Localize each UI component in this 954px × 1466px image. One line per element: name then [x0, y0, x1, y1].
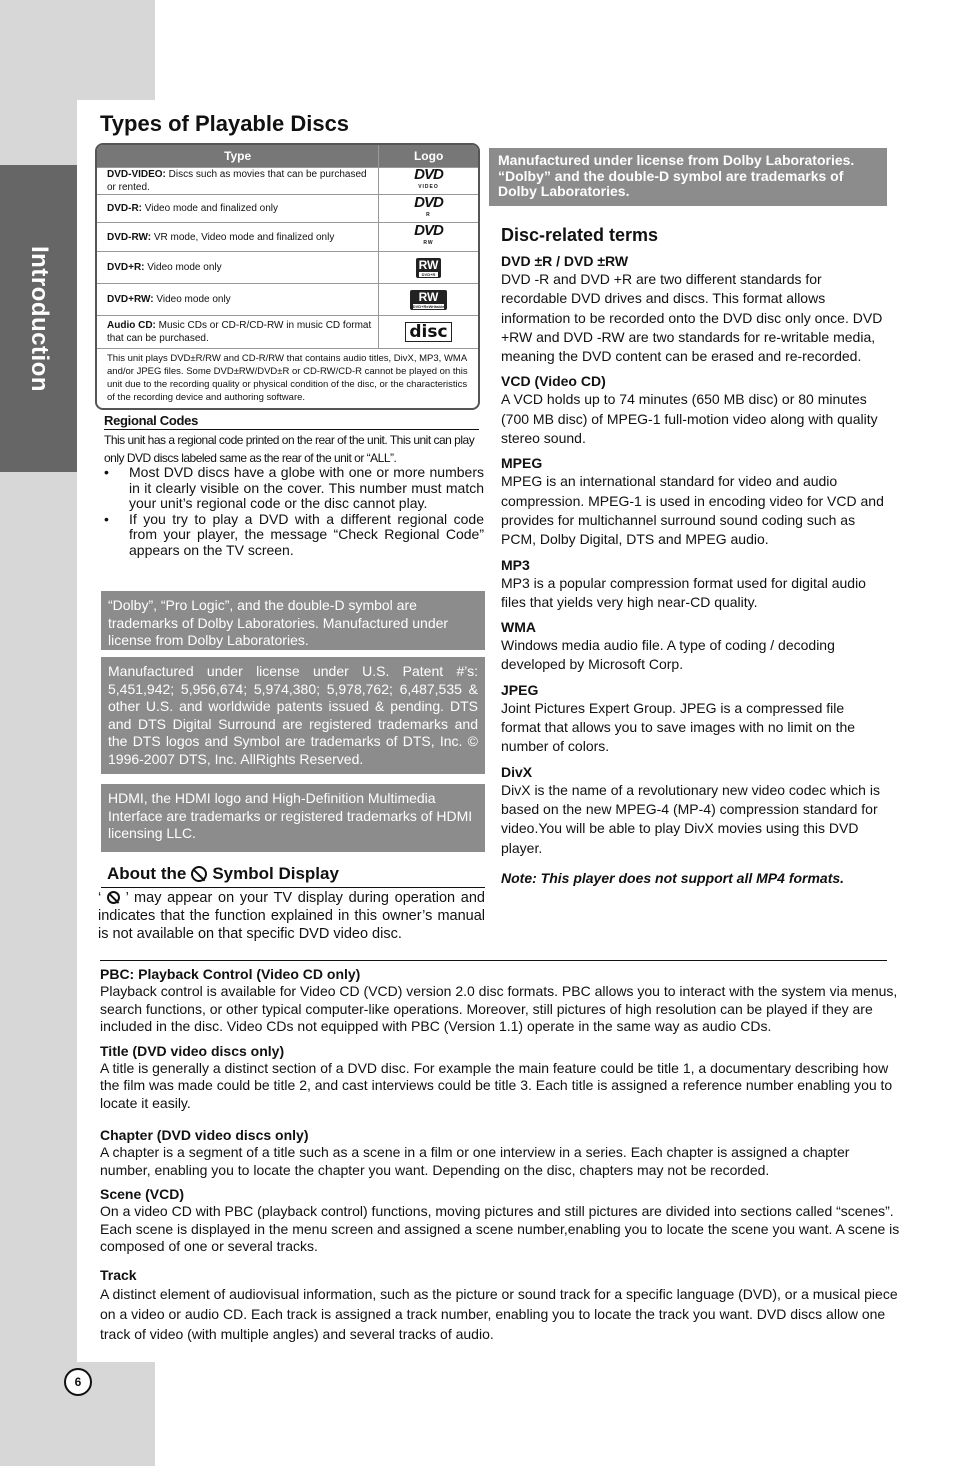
term-title: DVD ±R / DVD ±RW	[501, 253, 629, 269]
table-row	[97, 194, 478, 222]
divider	[100, 960, 887, 961]
row-text: VR mode, Video mode and finalized only	[151, 231, 335, 243]
term-title: JPEG	[501, 681, 539, 698]
dvd-rw-logo: DVD RW	[414, 222, 443, 246]
dvd-plus-r-logo: RW DVD+R	[416, 258, 442, 278]
term-text: A chapter is a segment of a title such as a scene in a film or one interview in a series. Each chapter is assigned a chapter number, enabling you to locate the chapter you want. Depending on the disc, chapters may not be recorded.	[100, 1144, 850, 1178]
term-text: Joint Pictures Expert Group. JPEG is a compressed file format that allows you to save images with no limit on the number of colors.	[501, 699, 856, 755]
compact-disc-logo: disc	[405, 322, 451, 342]
term-text: DivX is the name of a revolutionary new video codec which is based on the new MPEG-4 (MP-4) compression standard for video.You will be able to play DivX movies using this DVD player.	[501, 781, 880, 856]
divider	[101, 887, 485, 888]
table-row	[97, 283, 478, 315]
section-heading: Disc-related terms	[501, 225, 659, 245]
term-text: A VCD holds up to 74 minutes (650 MB disc) or 80 minutes (700 MB disc) of MPEG-1 full-motion video along with quality stereo sound.	[501, 391, 878, 447]
dvd-plus-rw-logo: RW DVD+ReWritable	[410, 290, 448, 310]
mp4-note: Note: This player does not support all MP4 formats.	[501, 869, 845, 886]
term-title: DivX	[501, 763, 533, 780]
row-label: DVD-RW:	[107, 231, 152, 243]
row-label: DVD+R:	[107, 262, 145, 273]
section-tab	[0, 165, 77, 472]
regional-codes-title: Regional Codes	[104, 413, 479, 430]
prohibited-symbol-icon	[191, 866, 207, 882]
term-title: PBC: Playback Control (Video CD only)	[100, 966, 361, 982]
list-item: • If you try to play a DVD with a different regional code from your player, the message “Check Regional Code” appears on the TV screen.	[104, 512, 484, 559]
term-text: Playback control is available for Video CD (VCD) version 2.0 disc formats. PBC allows you to interact with the system via menus, search functions, or other typical computer-like operations. Moreover, still pictures of high resolution can be played if they are included in the disc. Video CDs not equipped with PBC (Version 1.1) operate in the same way as audio CDs.	[100, 983, 898, 1034]
dolby-notice-left: “Dolby”, “Pro Logic”, and the double-D symbol are trademarks of Dolby Laboratories. Manufactured under license from Dolby Laboratories.	[101, 591, 485, 650]
term-text: A title is generally a distinct section of a DVD disc. For example the main feature could be title 1, a documentary describing how the film was made could be title 2, and cast interviews could be title 3. Each title is assigned a reference number enabling you to locate it easily.	[100, 1059, 893, 1111]
row-label: DVD-R:	[107, 203, 142, 214]
disc-terms-section	[501, 225, 886, 886]
row-text: Video mode only	[144, 262, 222, 273]
term-text: Windows media audio file. A type of coding / decoding developed by Microsoft Corp.	[501, 637, 835, 673]
dts-notice: Manufactured under license under U.S. Patent #’s: 5,451,942; 5,956,674; 5,974,380; 5,978,762; 6,487,535 & other U.S. and worldwide patents issued & pending. DTS and DTS Digital Surround are registered trademarks and the DTS logos and Symbol are trademarks of DTS, Inc. © 1996-2007 DTS, Inc. AllRights Reserved.	[101, 657, 485, 774]
table-row	[97, 167, 478, 194]
about-symbol-title: About the Symbol Display	[107, 864, 339, 883]
term-text: DVD -R and DVD +R are two different standards for recordable DVD drives and discs. This format allows information to be recorded onto the DVD disc only once. DVD +RW and DVD -RW are two standards for re-writable media, meaning the DVD content can be erased and re-recorded.	[501, 271, 883, 365]
term-text: MP3 is a popular compression format used for digital audio files that yields very high near-CD quality.	[501, 574, 866, 610]
table-header	[97, 145, 478, 167]
term-text: A distinct element of audiovisual information, such as the picture or sound track for a specific language (DVD), or a musical piece on a video or audio CD. Each track is assigned a track number, enabling you to locate the track you want. DVD discs allow one track of video (with multiple angles) and several tracks of audio.	[100, 1285, 898, 1342]
playback-terms-section	[100, 965, 903, 1350]
disc-types-table	[95, 143, 480, 410]
section-tab-label: Introduction	[25, 245, 53, 392]
dolby-notice-right: Manufactured under license from Dolby Laboratories. “Dolby” and the double-D symbol are trademarks of Dolby Laboratories.	[489, 148, 887, 206]
row-label: DVD-VIDEO:	[107, 169, 166, 180]
page-title: Types of Playable Discs	[100, 111, 350, 136]
header-type: Type	[97, 145, 379, 167]
term-text: On a video CD with PBC (playback control) functions, moving pictures and still pictures are divided into sections called “scenes”. Each scene is displayed in the menu screen and assigned a scene number,enabling you to locate the scene you want. A scene is composed of one or several tracks.	[100, 1203, 900, 1254]
hdmi-notice: HDMI, the HDMI logo and High-Definition Multimedia Interface are trademarks or registered trademarks of HDMI licensing LLC.	[101, 784, 485, 852]
row-text: Video mode and finalized only	[142, 203, 279, 214]
about-symbol-text: ‘ ’ may appear on your TV display during operation and indicates that the function explained in this owner’s manual is not available on that specific DVD video disc.	[98, 890, 485, 942]
term-title: Track	[100, 1266, 137, 1283]
regional-bullets	[104, 465, 484, 558]
term-title: Chapter (DVD video discs only)	[100, 1127, 309, 1143]
header-logo: Logo	[413, 149, 444, 163]
term-text: MPEG is an international standard for video and audio compression. MPEG-1 is used in encoding video for VCD and provides for multichannel surround sound coding such as PCM, Dolby Digital, DTS and MPEG audio.	[501, 473, 884, 548]
term-title: MP3	[501, 556, 530, 573]
table-row	[97, 222, 478, 251]
table-row	[97, 315, 478, 348]
row-label: DVD+RW:	[107, 294, 154, 305]
row-text: Music CDs or CD-R/CD-RW in music CD format that can be purchased.	[107, 320, 372, 344]
regional-codes-desc: This unit has a regional code printed on the rear of the unit. This unit can play only DVD discs labeled same as the rear of the unit or “ALL”.	[104, 433, 475, 465]
table-row	[97, 251, 478, 283]
term-title: VCD (Video CD)	[501, 373, 606, 390]
term-title: WMA	[501, 619, 536, 636]
list-item: • Most DVD discs have a globe with one or more numbers in it clearly visible on the cover. This number must match your unit’s regional code or the disc cannot play.	[104, 465, 484, 512]
dvd-video-logo: DVD VIDEO	[414, 166, 443, 190]
prohibited-symbol-icon	[107, 891, 120, 904]
dvd-r-logo: DVD R	[414, 193, 443, 218]
row-text: Video mode only	[153, 294, 231, 305]
row-text: Discs such as movies that can be purchased or rented.	[107, 169, 367, 193]
term-title: Scene (VCD)	[100, 1186, 185, 1202]
term-title: MPEG	[501, 455, 543, 472]
table-note: This unit plays DVD±R/RW and CD-R/RW that contains audio titles, DivX, MP3, WMA and/or JPEG files. Some DVD±RW/DVD±R or CD-RW/CD-R cannot be played on this unit due to the recording quality or physical condition of the disc, or the characteristics of the recording device and authoring software.	[97, 348, 478, 408]
page-number: 6	[64, 1368, 92, 1396]
row-label: Audio CD:	[107, 320, 156, 331]
term-title: Title (DVD video discs only)	[100, 1042, 285, 1059]
